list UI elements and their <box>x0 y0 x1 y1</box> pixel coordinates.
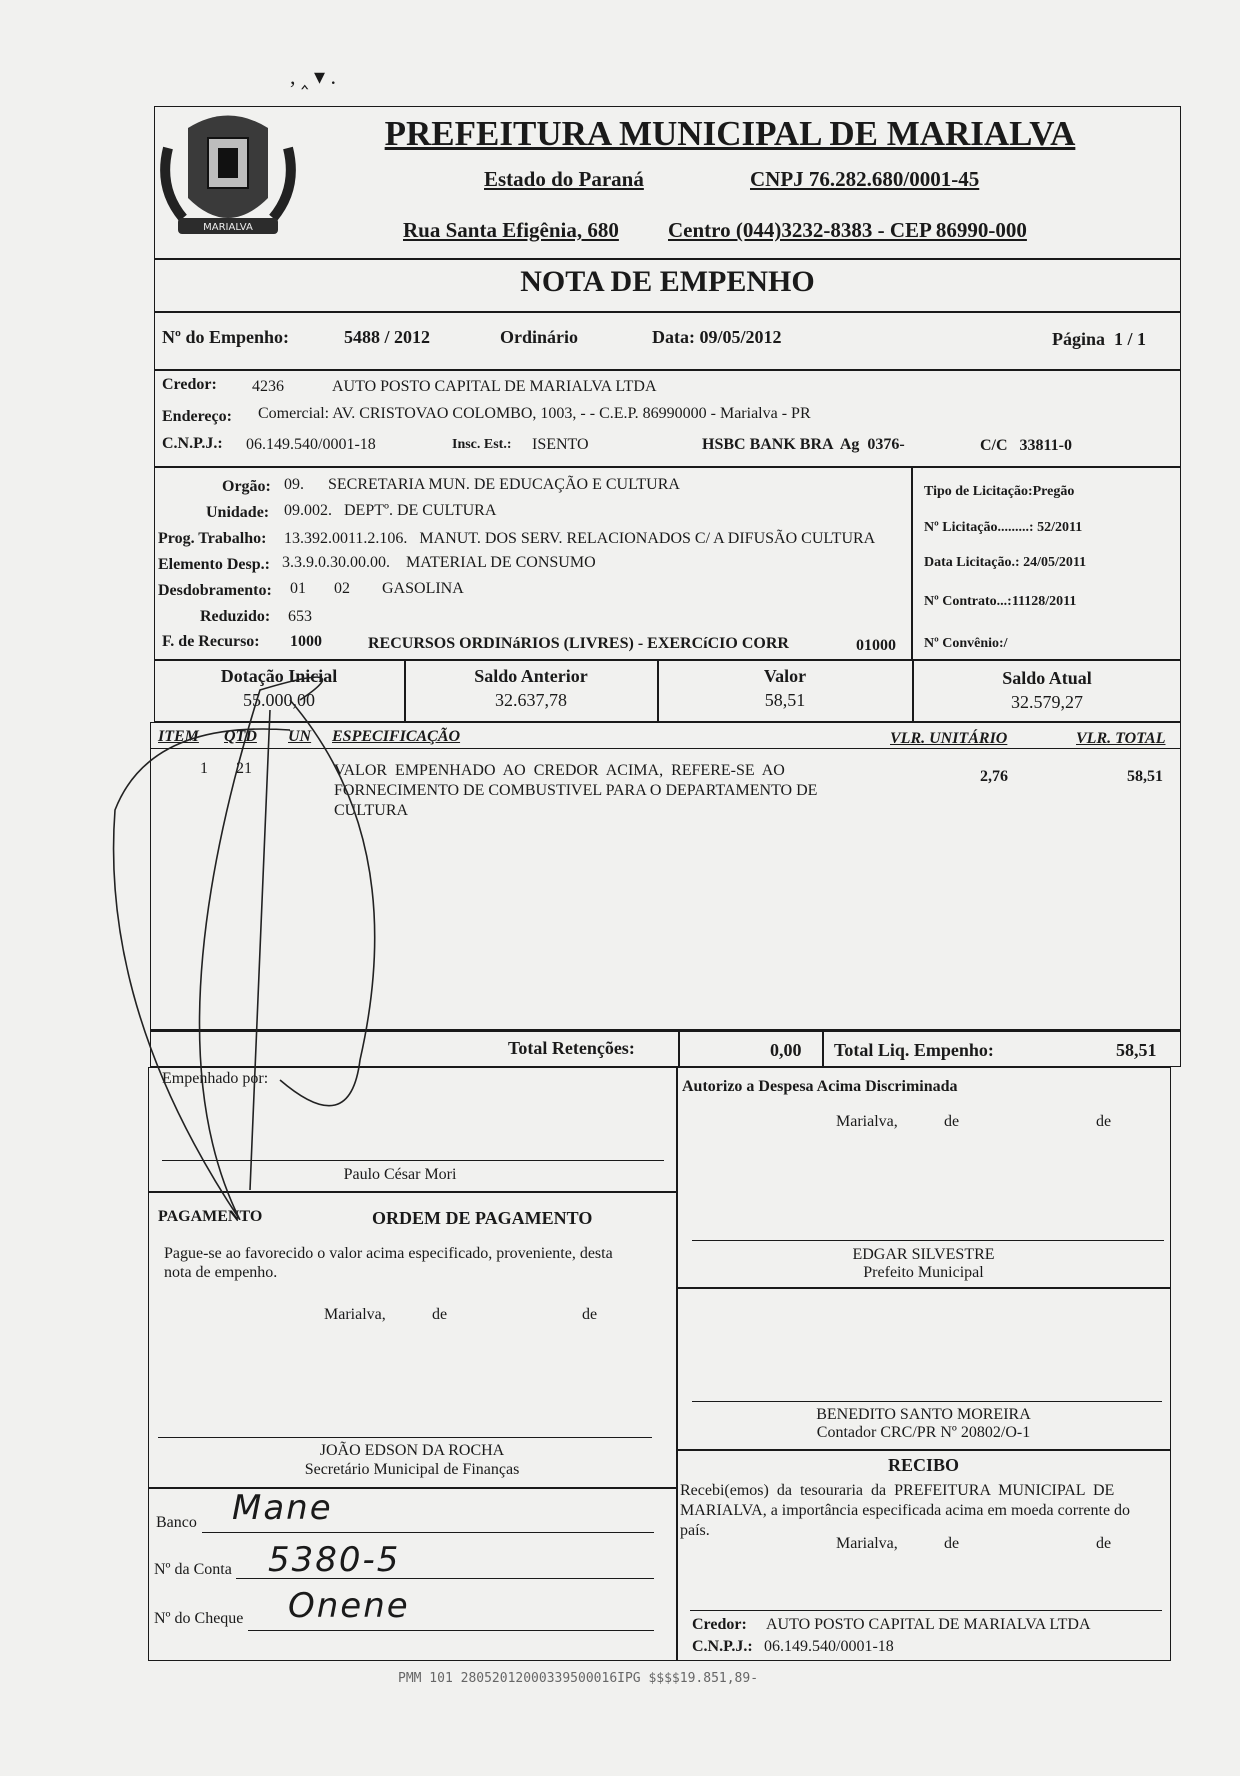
empenho-number: 5488 / 2012 <box>344 327 431 347</box>
row-esp-3: CULTURA <box>334 802 409 819</box>
col-un: UN <box>288 728 312 745</box>
red-label: Reduzido: <box>200 608 271 625</box>
cnpj: 06.149.540/0001-18 <box>246 436 376 453</box>
recibo-title: RECIBO <box>887 1455 959 1475</box>
liq-value: 58,51 <box>1116 1040 1157 1060</box>
frec-code: 01000 <box>856 637 896 654</box>
col-unit: VLR. UNITÁRIO <box>890 730 1008 747</box>
pen-scrawl <box>110 660 470 1220</box>
pagamento-city: Marialva, <box>324 1306 386 1323</box>
pagamento-tag: PAGAMENTO <box>158 1208 263 1225</box>
ret-label: Total Retenções: <box>508 1038 635 1058</box>
ret-value: 0,00 <box>770 1040 802 1060</box>
dot-label: Dotação Inicial <box>220 666 338 686</box>
lic-contrato: Nº Contrato...:11128/2011 <box>924 594 1077 609</box>
lic-data: Data Licitação.: 24/05/2011 <box>924 555 1087 570</box>
contador-role: Contador CRC/PR Nº 20802/O-1 <box>816 1424 1031 1441</box>
orgao: 09. SECRETARIA MUN. DE EDUCAÇÃO E CULTURA <box>284 476 680 493</box>
insc: ISENTO <box>532 436 589 453</box>
budget-divider <box>911 467 913 660</box>
autorizo-de2: de <box>1096 1113 1112 1130</box>
val-value: 58,51 <box>764 690 806 710</box>
recibo-text2: MARIALVA, a importância especificada acima em moeda corrente do <box>680 1502 1131 1519</box>
empenho-page: Página 1 / 1 <box>1052 329 1147 349</box>
insc-label: Insc. Est.: <box>452 437 512 452</box>
liq-label: Total Liq. Empenho: <box>834 1040 994 1060</box>
empenho-date: Data: 09/05/2012 <box>652 327 782 347</box>
row-esp-1: VALOR EMPENHADO AO CREDOR ACIMA, REFERE-SE AO <box>334 762 785 779</box>
recibo-cnpj: 06.149.540/0001-18 <box>764 1638 894 1655</box>
right-mid-div1 <box>676 1287 1171 1289</box>
autorizo-sign-line <box>692 1240 1164 1241</box>
prog-label: Prog. Trabalho: <box>158 530 267 547</box>
desd: 01 02 GASOLINA <box>290 580 464 597</box>
endereco-label: Endereço: <box>162 408 232 425</box>
recibo-de2: de <box>1096 1535 1112 1552</box>
red: 653 <box>288 608 312 625</box>
col-total: VLR. TOTAL <box>1076 730 1166 747</box>
autorizo-name: EDGAR SILVESTRE <box>852 1246 995 1263</box>
elem-label: Elemento Desp.: <box>158 556 270 573</box>
col-qtd: QTD <box>224 728 257 745</box>
crest-logo <box>158 108 298 258</box>
autorizo-city: Marialva, <box>836 1113 898 1130</box>
pagamento-title: ORDEM DE PAGAMENTO <box>372 1208 593 1228</box>
banco-line <box>202 1532 654 1533</box>
unidade: 09.002. DEPTº. DE CULTURA <box>284 502 497 519</box>
top-mark: , ‸ ▾ . <box>290 64 336 89</box>
col-esp: ESPECIFICAÇÃO <box>332 728 461 745</box>
recibo-credor-label: Credor: <box>692 1616 747 1633</box>
orgao-label: Orgão: <box>222 478 271 495</box>
val-label: Valor <box>763 666 807 686</box>
lic-convenio: Nº Convênio:/ <box>924 636 1008 651</box>
atual-label: Saldo Atual <box>1002 668 1092 688</box>
pagamento-de2: de <box>582 1306 598 1323</box>
header-cnpj: CNPJ 76.282.680/0001-45 <box>750 167 980 191</box>
cc: C/C 33811-0 <box>980 437 1072 454</box>
footer-code: PMM 101 28052012000339500016IPG $$$$19.851,89- <box>398 1671 759 1686</box>
right-mid-div2 <box>676 1449 1171 1451</box>
autorizo-role: Prefeito Municipal <box>863 1264 984 1281</box>
elem: 3.3.9.0.30.00.00. MATERIAL DE CONSUMO <box>282 554 596 571</box>
recibo-text1: Recebi(emos) da tesouraria da PREFEITURA MUNICIPAL DE <box>680 1482 1115 1499</box>
svg-text:MARIALVA: MARIALVA <box>203 222 253 233</box>
contador-name: BENEDITO SANTO MOREIRA <box>816 1406 1031 1423</box>
row-esp-2: FORNECIMENTO DE COMBUSTIVEL PARA O DEPARTAMENTO DE <box>334 782 818 799</box>
credor-code: 4236 <box>252 378 284 395</box>
pagamento-sign-line <box>158 1437 652 1438</box>
pagamento-de1: de <box>432 1306 448 1323</box>
empenho-type: Ordinário <box>500 327 579 347</box>
pagamento-text2: nota de empenho. <box>164 1264 278 1281</box>
row-unit: 2,76 <box>980 768 1008 785</box>
recibo-sign-line <box>690 1610 1162 1611</box>
recibo-text3: país. <box>680 1522 710 1539</box>
pagamento-bottom <box>148 1487 676 1489</box>
cheque-line <box>248 1630 654 1631</box>
lic-tipo: Tipo de Licitação:Pregão <box>924 484 1075 499</box>
cheque-label: Nº do Cheque <box>154 1610 244 1627</box>
prog: 13.392.0011.2.106. MANUT. DOS SERV. RELACIONADOS C/ A DIFUSÃO CULTURA <box>284 530 876 547</box>
contador-sign-line <box>692 1401 1162 1402</box>
frec-desc: RECURSOS ORDINáRIOS (LIVRES) - EXERCíCIO CORR <box>368 635 789 652</box>
credor-name: AUTO POSTO CAPITAL DE MARIALVA LTDA <box>332 378 657 395</box>
frec: 1000 <box>290 633 322 650</box>
totals-div2 <box>822 1030 824 1067</box>
row-qtd: 21 <box>236 760 252 777</box>
autorizo-de1: de <box>944 1113 960 1130</box>
cnpj-label: C.N.P.J.: <box>162 435 223 452</box>
credor-label: Credor: <box>162 376 217 393</box>
row-total: 58,51 <box>1127 768 1163 785</box>
pagamento-name: JOÃO EDSON DA ROCHA <box>319 1442 505 1459</box>
header-title: PREFEITURA MUNICIPAL DE MARIALVA <box>384 114 1076 153</box>
autorizo-title: Autorizo a Despesa Acima Discriminada <box>682 1078 958 1095</box>
empenho-number-label: Nº do Empenho: <box>162 327 289 347</box>
header-address: Centro (044)3232-8383 - CEP 86990-000 <box>668 218 1027 242</box>
cheque-signature: Onene <box>288 1586 410 1626</box>
banco-signature: Mane <box>232 1488 333 1528</box>
conta-signature: 5380-5 <box>268 1540 401 1580</box>
empenhado-label: Empenhado por: <box>162 1070 269 1087</box>
row-item: 1 <box>200 760 208 777</box>
recibo-credor: AUTO POSTO CAPITAL DE MARIALVA LTDA <box>766 1616 1091 1633</box>
col-item: ITEM <box>158 728 199 745</box>
pagamento-text1: Pague-se ao favorecido o valor acima especificado, proveniente, desta <box>164 1245 613 1262</box>
frec-label: F. de Recurso: <box>162 633 260 650</box>
atual-value: 32.579,27 <box>1011 692 1083 712</box>
dot-value: 55.000,00 <box>243 690 315 710</box>
ant-label: Saldo Anterior <box>474 666 588 686</box>
header-state: Estado do Paraná <box>484 167 644 191</box>
totals-div1 <box>678 1030 680 1067</box>
header-street: Rua Santa Efigênia, 680 <box>403 218 619 242</box>
bank: HSBC BANK BRA Ag 0376- <box>702 436 905 453</box>
lower-vdiv <box>676 1067 678 1661</box>
unidade-label: Unidade: <box>206 504 270 521</box>
empenhado-name: Paulo César Mori <box>343 1166 457 1183</box>
conta-label: Nº da Conta <box>154 1561 232 1578</box>
recibo-de1: de <box>944 1535 960 1552</box>
recibo-city: Marialva, <box>836 1535 898 1552</box>
banco-label: Banco <box>156 1514 197 1531</box>
pagamento-role: Secretário Municipal de Finanças <box>304 1461 520 1478</box>
lic-num: Nº Licitação.........: 52/2011 <box>924 520 1083 535</box>
endereco: Comercial: AV. CRISTOVAO COLOMBO, 1003, - - C.E.P. 86990000 - Marialva - PR <box>258 405 811 422</box>
doc-title: NOTA DE EMPENHO <box>520 265 815 298</box>
ant-value: 32.637,78 <box>495 690 567 710</box>
recibo-cnpj-label: C.N.P.J.: <box>692 1638 753 1655</box>
desd-label: Desdobramento: <box>158 582 272 599</box>
